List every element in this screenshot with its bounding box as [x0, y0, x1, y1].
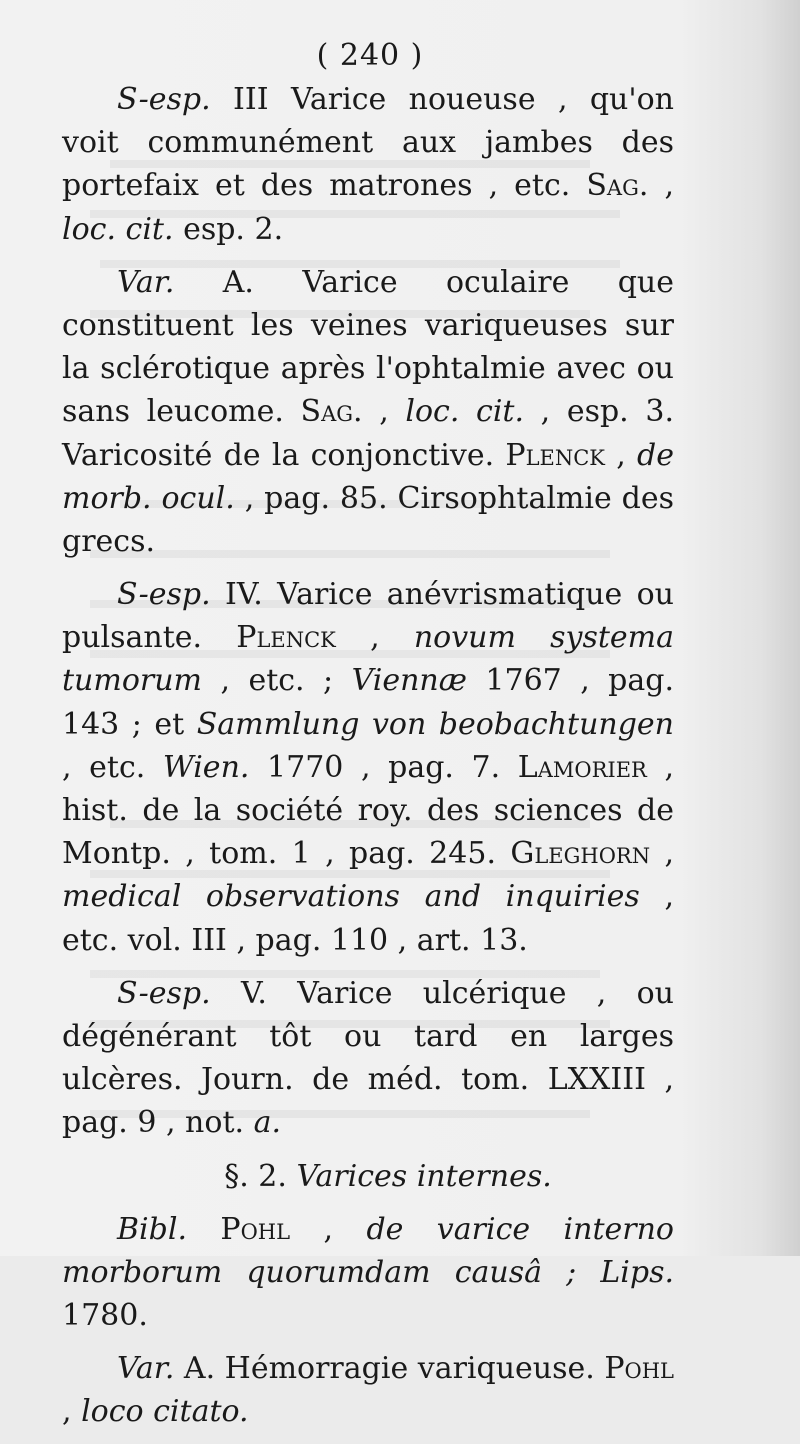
page-number: ( 240 ): [316, 38, 424, 73]
italic-text: Var.: [117, 264, 175, 300]
section-heading: [62, 1155, 674, 1198]
author-name: Pohl: [604, 1351, 675, 1387]
text-run: , etc. vol. III , pag. 110 , art. 13.: [62, 879, 674, 958]
paragraph: [62, 972, 674, 1145]
italic-text: S-esp.: [117, 577, 211, 613]
text-run: III Varice noueuse , qu'on voit communément aux jambes des portefaix et des matrones , etc.: [62, 82, 674, 204]
author-name: Sag.: [586, 168, 649, 204]
italic-text: medical observations and inquiries: [62, 879, 640, 915]
italic-text: S-esp.: [117, 975, 211, 1011]
text-run: A. Varice oculaire que constituent les veines variqueuses sur la sclérotique après l'ophtalmie avec ou sans leucome.: [62, 264, 674, 430]
text-run: , hist. de la société roy. des sciences de Montp. , tom. 1 , pag. 245.: [62, 749, 674, 872]
text-run: ,: [62, 1394, 82, 1430]
italic-text: a.: [253, 1105, 281, 1141]
text-run: 1780.: [62, 1298, 148, 1334]
text-run: IV. Varice anévrismatique ou pulsante.: [62, 577, 674, 656]
text-run: ,: [605, 437, 638, 473]
author-name: Gleghorn: [510, 836, 651, 872]
author-name: Sag.: [300, 394, 363, 430]
paragraph: [62, 573, 674, 962]
paragraph: [62, 1208, 674, 1338]
italic-text: novum systema tumorum: [62, 620, 674, 699]
text-run: 1770 , pag. 7.: [249, 749, 518, 785]
text-run: ,: [648, 168, 674, 204]
author-name: Plenck: [505, 437, 605, 473]
italic-text: Sammlung von beobachtungen: [196, 706, 674, 742]
text-run: , etc. ;: [202, 663, 352, 699]
text-run: , esp. 3. Varicosité de la conjonctive.: [62, 394, 674, 473]
author-name: Plenck: [236, 620, 336, 656]
text-run: ,: [290, 1211, 367, 1247]
text-run: 1767 , pag. 143 ; et: [62, 663, 675, 742]
text-run: ,: [650, 836, 674, 872]
author-name: Lamorier: [517, 749, 647, 785]
italic-text: Varices internes.: [296, 1158, 552, 1194]
italic-text: S-esp.: [117, 82, 211, 117]
italic-text: Bibl.: [117, 1211, 187, 1247]
italic-text: loc. cit.: [405, 394, 525, 430]
paragraph: [62, 261, 674, 563]
author-name: Pohl: [220, 1211, 291, 1247]
text-run: , etc.: [62, 749, 163, 785]
italic-text: de morb. ocul.: [62, 437, 675, 516]
text-run: , pag. 85. Cirsophtalmie des grecs.: [62, 480, 674, 559]
text-run: ,: [335, 620, 414, 656]
italic-text: de varice interno morborum quorumdam causâ ; Lips.: [62, 1211, 674, 1290]
italic-text: loco citato.: [81, 1394, 249, 1430]
paragraph: [62, 78, 674, 251]
text-run: esp. 2.: [173, 211, 284, 247]
italic-text: Var.: [117, 1351, 175, 1387]
text-run: V. Varice ulcérique , ou dégénérant tôt ou tard en larges ulcères. Journ. de méd. tom. LXXIII , pag. 9 , not.: [62, 975, 674, 1141]
text-run: A. Hémorragie variqueuse.: [174, 1351, 605, 1387]
text-run: ,: [362, 394, 406, 430]
page-body: [62, 78, 674, 1444]
italic-text: Viennæ: [351, 663, 467, 699]
text-run: §. 2.: [224, 1158, 297, 1194]
paragraph: [62, 1347, 674, 1433]
italic-text: Wien.: [162, 749, 250, 785]
text-run: [187, 1212, 220, 1247]
italic-text: loc. cit.: [62, 211, 174, 247]
